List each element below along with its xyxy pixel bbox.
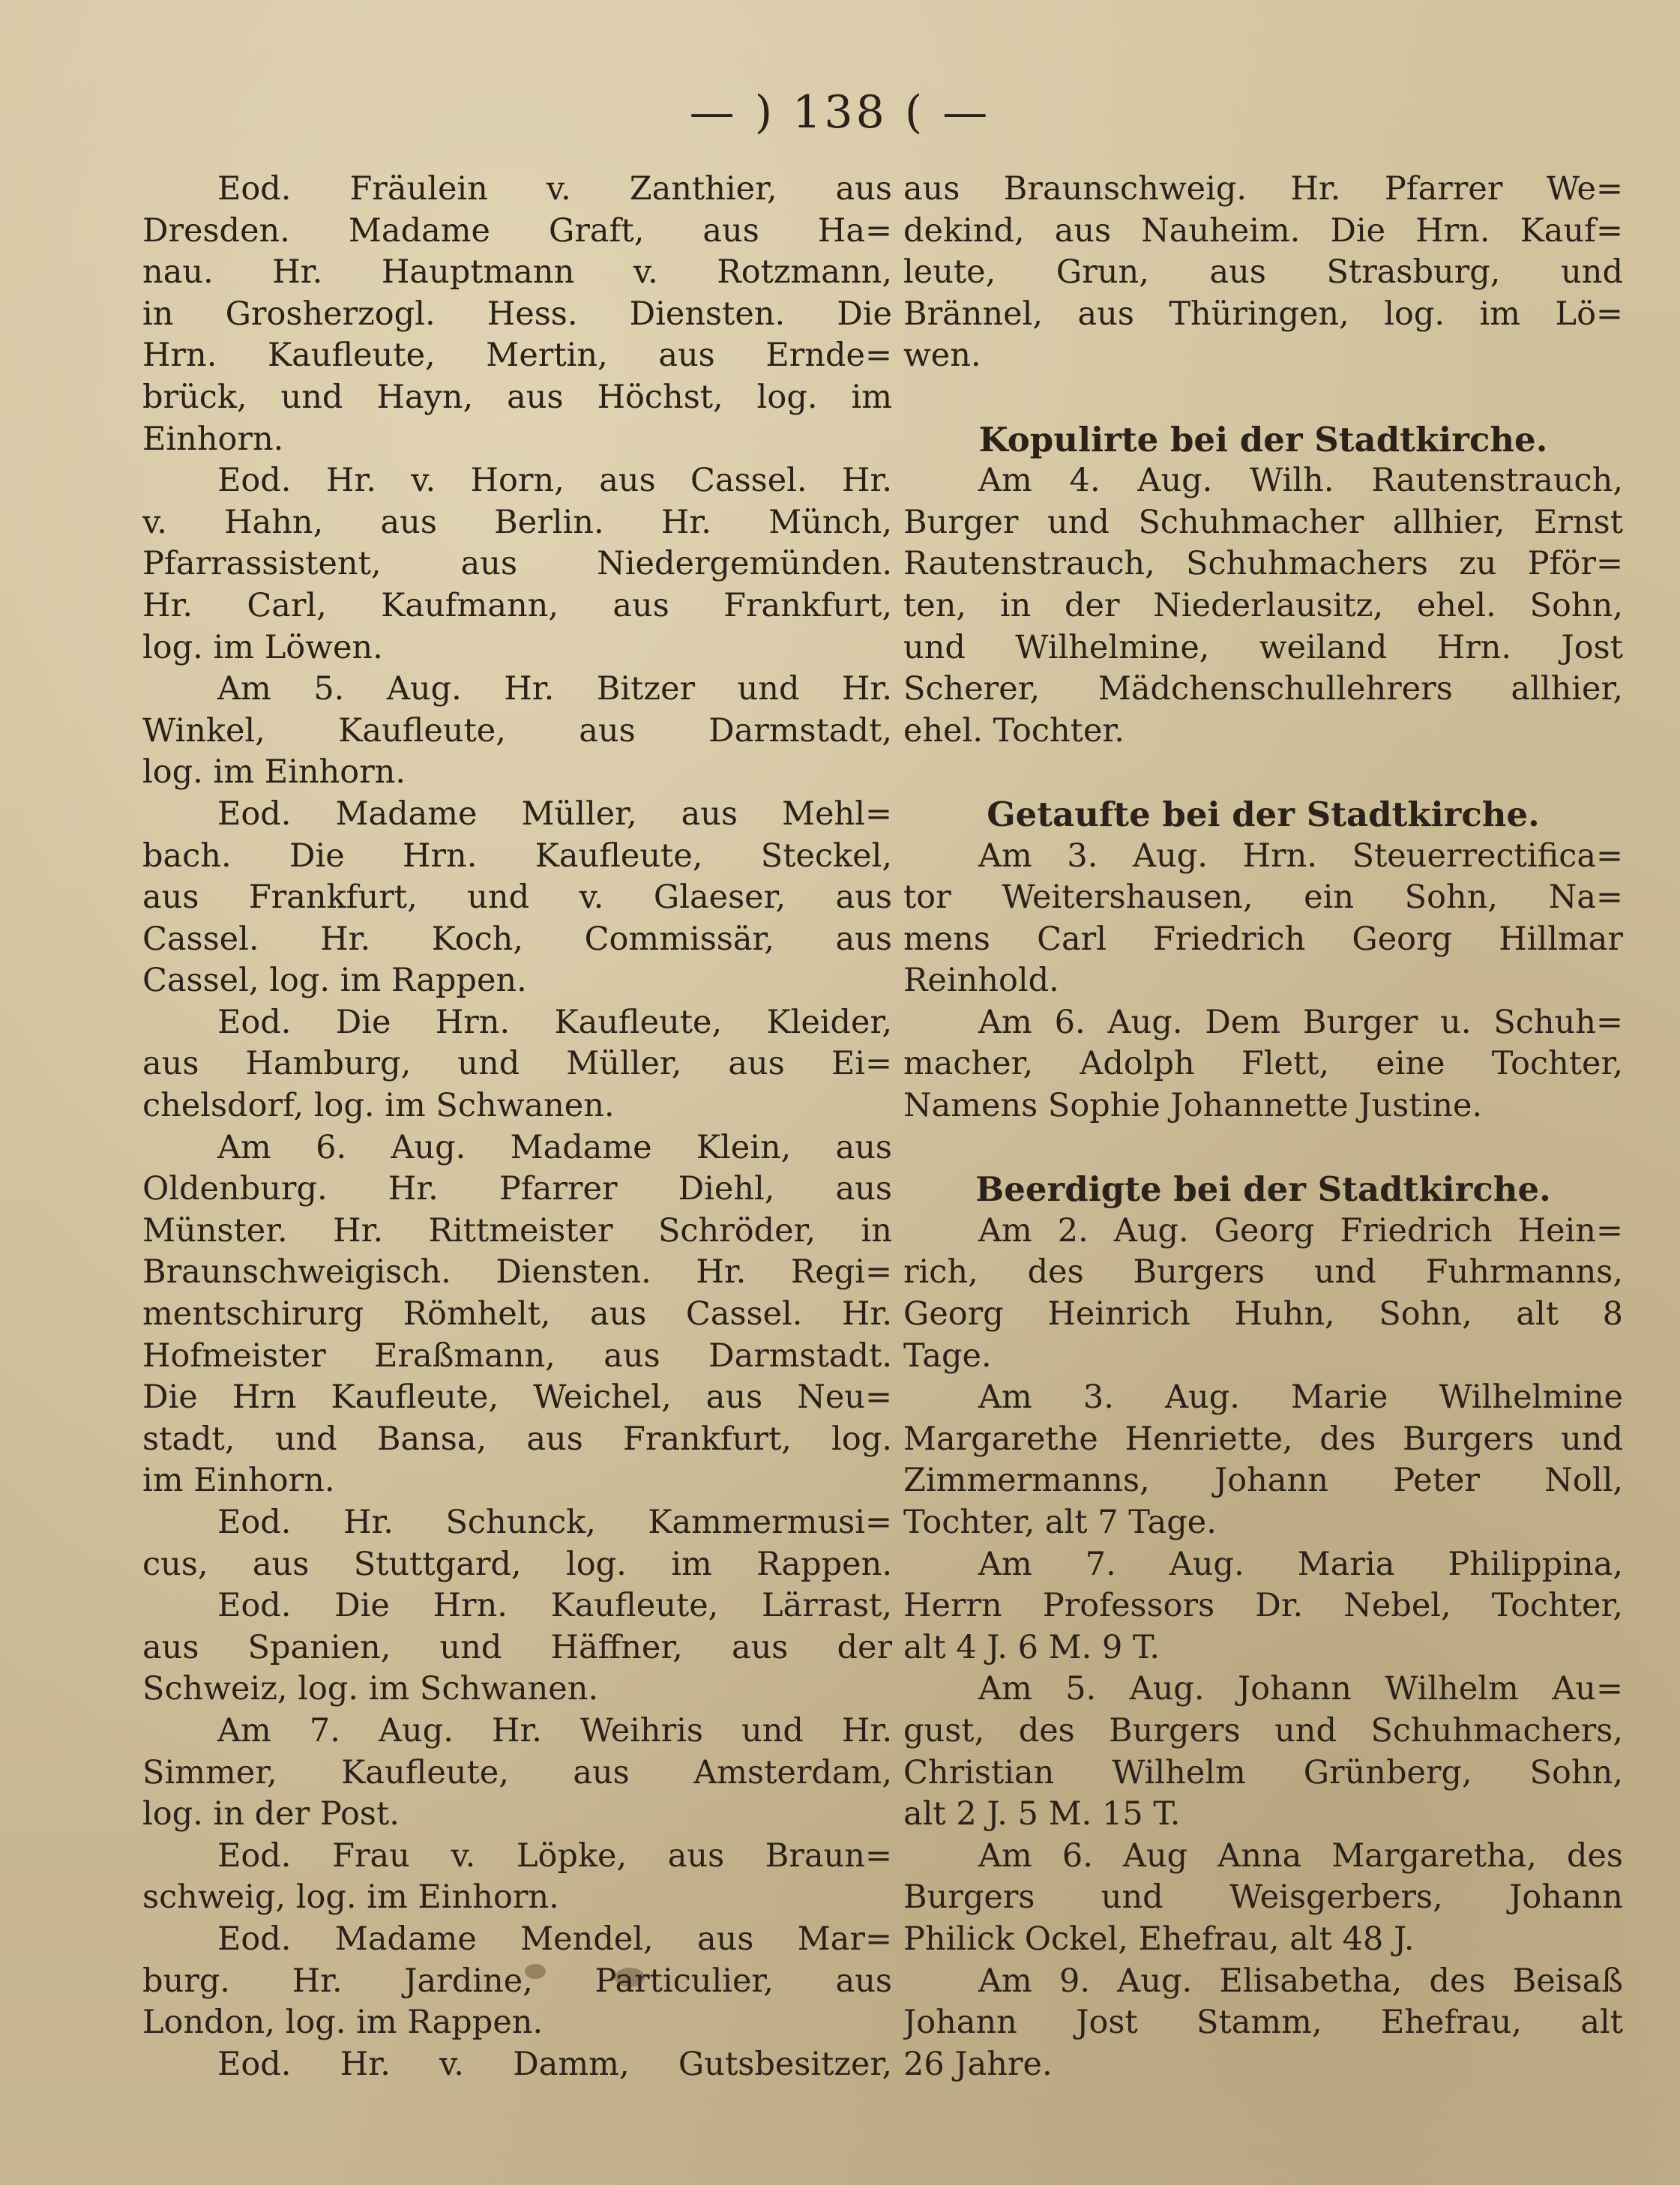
text-line: Einhorn. <box>142 420 284 458</box>
text-line: aus Spanien, und Häffner, aus der <box>142 1628 892 1666</box>
text-line: Die Hrn Kaufleute, Weichel, aus Neu= <box>142 1378 892 1417</box>
text-line: aus Frankfurt, und v. Glaeser, aus <box>142 878 892 917</box>
section-heading: Kopulirte bei der Stadtkirche. <box>978 419 1548 459</box>
text-line: Am 6. Aug. Dem Burger u. Schuh= <box>978 1003 1623 1041</box>
text-line: im Einhorn. <box>142 1462 335 1500</box>
text-line: bach. Die Hrn. Kaufleute, Steckel, <box>142 837 892 875</box>
right-column <box>903 169 1623 2085</box>
text-line: Am 7. Aug. Maria Philippina, <box>978 1545 1623 1583</box>
text-line: Herrn Professors Dr. Nebel, Tochter, <box>903 1587 1623 1625</box>
text-line: Tochter, alt 7 Tage. <box>903 1504 1217 1541</box>
text-line: Reinhold. <box>903 962 1059 1000</box>
text-line: Eod. Hr. v. Horn, aus Cassel. Hr. <box>217 462 892 500</box>
text-line: Eod. Hr. v. Damm, Gutsbesitzer, <box>217 2045 892 2083</box>
section-spacer <box>903 377 1623 419</box>
text-line: Münster. Hr. Rittmeister Schröder, in <box>142 1211 892 1250</box>
ink-blot <box>525 1964 546 1979</box>
text-line: Am 3. Aug. Marie Wilhelmine <box>978 1378 1623 1417</box>
text-line: leute, Grun, aus Strasburg, und <box>903 253 1623 292</box>
text-line: Rautenstrauch, Schuhmachers zu Pför= <box>903 545 1623 583</box>
text-line: und Wilhelmine, weiland Hrn. Jost <box>903 628 1623 666</box>
text-line: Eod. Madame Mendel, aus Mar= <box>217 1920 892 1958</box>
page-header: — ) 138 ( — <box>689 86 991 139</box>
text-line: Eod. Madame Müller, aus Mehl= <box>217 795 892 833</box>
text-line: Am 5. Aug. Johann Wilhelm Au= <box>978 1670 1623 1708</box>
text-line: Hr. Carl, Kaufmann, aus Frankfurt, <box>142 586 892 624</box>
text-line: dekind, aus Nauheim. Die Hrn. Kauf= <box>903 211 1623 250</box>
text-line: cus, aus Stuttgard, log. im Rappen. <box>142 1545 892 1583</box>
text-line: Am 4. Aug. Wilh. Rautenstrauch, <box>978 462 1623 500</box>
text-line: macher, Adolph Flett, eine Tochter, <box>903 1045 1623 1083</box>
text-line: wen. <box>903 337 981 375</box>
text-line: Oldenburg. Hr. Pfarrer Diehl, aus <box>142 1170 892 1208</box>
text-line: Christian Wilhelm Grünberg, Sohn, <box>903 1753 1623 1791</box>
left-column <box>142 169 892 2085</box>
text-line: Tage. <box>903 1336 992 1375</box>
text-line: nau. Hr. Hauptmann v. Rotzmann, <box>142 253 892 292</box>
text-line: Am 2. Aug. Georg Friedrich Hein= <box>978 1211 1623 1250</box>
text-line: mentschirurg Römhelt, aus Cassel. Hr. <box>142 1295 892 1333</box>
text-line: schweig, log. im Einhorn. <box>142 1878 559 1917</box>
text-line: Pfarrassistent, aus Niedergemünden. <box>142 545 892 583</box>
text-line: mens Carl Friedrich Georg Hillmar <box>903 920 1623 958</box>
text-line: ehel. Tochter. <box>903 711 1124 750</box>
text-line: Johann Jost Stamm, Ehefrau, alt <box>903 2004 1623 2042</box>
text-line: Schweiz, log. im Schwanen. <box>142 1670 599 1708</box>
text-line: Dresden. Madame Graft, aus Ha= <box>142 211 892 250</box>
text-line: Philick Ockel, Ehefrau, alt 48 J. <box>903 1920 1415 1958</box>
text-line: London, log. im Rappen. <box>142 2004 544 2042</box>
text-line: Eod. Frau v. Löpke, aus Braun= <box>217 1836 892 1875</box>
text-line: rich, des Burgers und Fuhrmanns, <box>903 1253 1623 1292</box>
text-line: brück, und Hayn, aus Höchst, log. im <box>142 378 892 416</box>
section-heading: Beerdigte bei der Stadtkirche. <box>975 1169 1551 1210</box>
text-line: v. Hahn, aus Berlin. Hr. Münch, <box>142 503 892 541</box>
text-line: log. im Löwen. <box>142 628 383 666</box>
ink-blot <box>615 1968 645 1987</box>
text-line: alt 2 J. 5 M. 15 T. <box>903 1795 1181 1833</box>
text-line: Cassel. Hr. Koch, Commissär, aus <box>142 920 892 958</box>
text-line: Eod. Fräulein v. Zanthier, aus <box>217 170 892 208</box>
text-line: gust, des Burgers und Schuhmachers, <box>903 1711 1623 1749</box>
text-line: Eod. Die Hrn. Kaufleute, Lärrast, <box>217 1587 892 1625</box>
text-line: log. in der Post. <box>142 1795 400 1833</box>
text-line: in Grosherzogl. Hess. Diensten. Die <box>142 295 892 333</box>
section-heading: Getaufte bei der Stadtkirche. <box>987 794 1540 834</box>
text-line: Am 5. Aug. Hr. Bitzer und Hr. <box>217 670 892 708</box>
text-line: Margarethe Henriette, des Burgers und <box>903 1420 1623 1458</box>
section-spacer <box>903 1127 1623 1169</box>
text-line: Am 9. Aug. Elisabetha, des Beisaß <box>978 1962 1623 2000</box>
text-line: Simmer, Kaufleute, aus Amsterdam, <box>142 1753 892 1791</box>
text-line: alt 4 J. 6 M. 9 T. <box>903 1628 1160 1666</box>
text-line: Namens Sophie Johannette Justine. <box>903 1087 1483 1125</box>
text-line: Georg Heinrich Huhn, Sohn, alt 8 <box>903 1295 1623 1333</box>
text-line: Am 3. Aug. Hrn. Steuerrectifica= <box>978 837 1623 875</box>
text-line: log. im Einhorn. <box>142 753 406 792</box>
text-line: stadt, und Bansa, aus Frankfurt, log. <box>142 1420 892 1458</box>
text-line: Cassel, log. im Rappen. <box>142 962 527 1000</box>
text-line: Am 6. Aug. Madame Klein, aus <box>217 1128 892 1166</box>
text-line: Eod. Die Hrn. Kaufleute, Kleider, <box>217 1003 892 1041</box>
text-line: Braunschweigisch. Diensten. Hr. Regi= <box>142 1253 892 1292</box>
text-line: Eod. Hr. Schunck, Kammermusi= <box>217 1504 892 1541</box>
text-line: ten, in der Niederlausitz, ehel. Sohn, <box>903 586 1623 624</box>
text-line: burg. Hr. Jardine, Particulier, aus <box>142 1962 892 2000</box>
text-line: Scherer, Mädchenschullehrers allhier, <box>903 670 1623 708</box>
text-line: Burger und Schuhmacher allhier, Ernst <box>903 503 1623 541</box>
text-line: aus Hamburg, und Müller, aus Ei= <box>142 1045 892 1083</box>
text-line: Am 6. Aug Anna Margaretha, des <box>978 1836 1623 1875</box>
text-line: aus Braunschweig. Hr. Pfarrer We= <box>903 170 1623 208</box>
text-line: Burgers und Weisgerbers, Johann <box>903 1878 1623 1917</box>
text-line: Brännel, aus Thüringen, log. im Lö= <box>903 295 1623 333</box>
text-line: tor Weitershausen, ein Sohn, Na= <box>903 878 1623 917</box>
section-spacer <box>903 752 1623 794</box>
text-line: 26 Jahre. <box>903 2045 1053 2083</box>
text-line: Hrn. Kaufleute, Mertin, aus Ernde= <box>142 337 892 375</box>
text-line: chelsdorf, log. im Schwanen. <box>142 1087 615 1125</box>
text-line: Am 7. Aug. Hr. Weihris und Hr. <box>217 1711 892 1749</box>
text-line: Hofmeister Eraßmann, aus Darmstadt. <box>142 1336 892 1375</box>
text-line: Zimmermanns, Johann Peter Noll, <box>903 1462 1623 1500</box>
text-line: Winkel, Kaufleute, aus Darmstadt, <box>142 711 892 750</box>
